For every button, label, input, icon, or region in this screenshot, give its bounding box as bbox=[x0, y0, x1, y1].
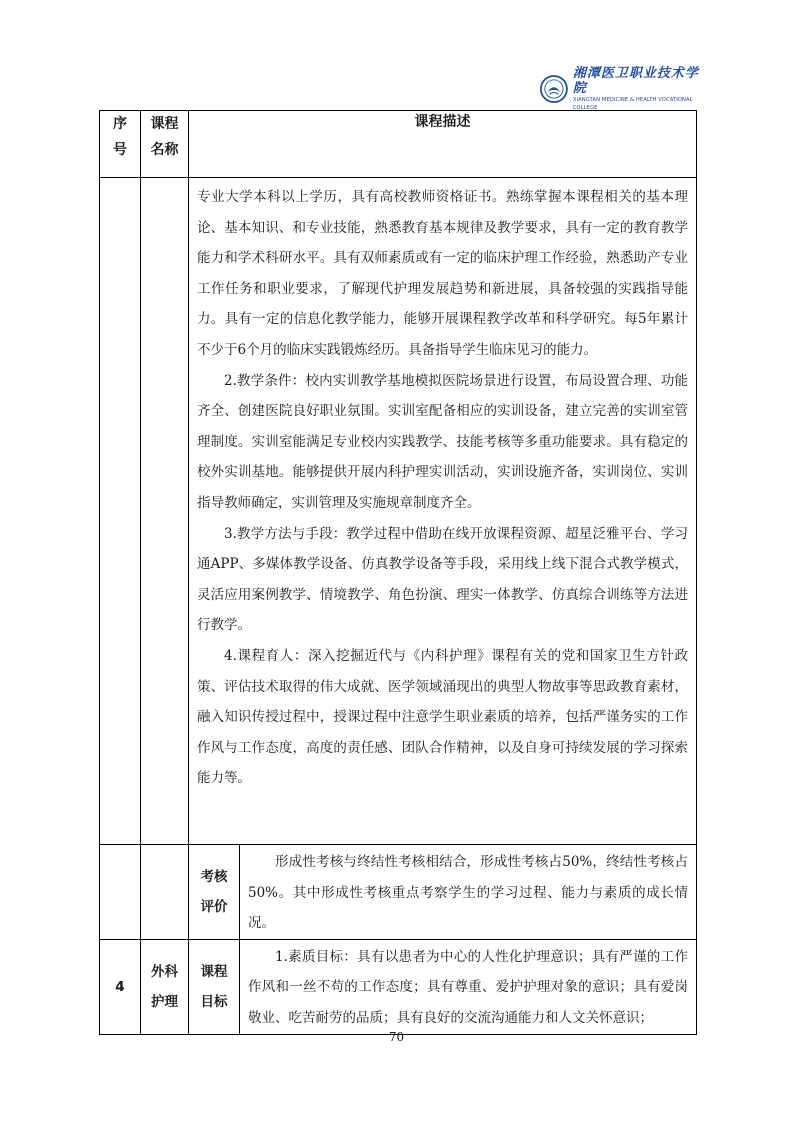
course-4-objective-text: 1.素质目标：具有以患者为中心的人性化护理意识；具有严谨的工作作风和一丝不苟的工作态度；具有尊重、爱护护理对象的意识；具有爱岗敬业、吃苦耐劳的品质；具有良好的交流沟通能力和人文关怀意识； bbox=[248, 948, 688, 1026]
evaluation-label: 考核 评价 bbox=[189, 845, 240, 940]
course-4-name: 外科 护理 bbox=[141, 939, 189, 1034]
header-seq: 序 号 bbox=[100, 111, 141, 178]
table-header-row bbox=[100, 111, 697, 178]
teaching-conditions: 2.教学条件：校内实训教学基地模拟医院场景进行设置，布局设置合理、功能齐全、创建医院良好职业氛围。实训室配备相应的实训设备，建立完善的实训室管理制度。实训室能满足专业校内实践教学、技能考核等多重功能要求。具有稳定的校外实训基地。能够提供开展内科护理实训活动，实训设施齐备，实训岗位、实训指导教师确定，实训管理及实施规章制度齐全。 bbox=[197, 372, 688, 511]
logo-english-name: XIANGTAN MEDICINE & HEALTH VOCATIONAL COLLEGE bbox=[572, 97, 693, 111]
college-logo bbox=[540, 66, 700, 111]
page-number: 70 bbox=[388, 1030, 405, 1044]
header-course-description: 课程描述 bbox=[189, 111, 697, 178]
header-course-name: 课程 名称 bbox=[141, 111, 189, 178]
evaluation-text: 形成性考核与终结性考核相结合，形成性考核占50%，终结性考核占50%。其中形成性考核重点考察学生的学习过程、能力与素质的成长情况。 bbox=[248, 854, 688, 932]
course-4-row bbox=[100, 939, 697, 1034]
logo-chinese-name: 湘潭医卫职业技术学院 bbox=[572, 66, 699, 96]
evaluation-row bbox=[100, 845, 697, 940]
course-education: 4.课程育人：深入挖掘近代与《内科护理》课程有关的党和国家卫生方针政策、评估技术取得的伟大成就、医学领域涌现出的典型人物故事等思政教育素材，融入知识传授过程中，授课过程中注意学生职业素质的培养，包括严谨务实的工作作风与工作态度，高度的责任感、团队合作精神，以及自身可持续发展的学习探索能力等。 bbox=[197, 647, 688, 787]
course-4-objective-label: 课程 目标 bbox=[189, 939, 240, 1034]
course-table bbox=[99, 110, 697, 1035]
teaching-methods: 3.教学方法与手段：教学过程中借助在线开放课程资源、超星泛雅平台、学习通APP、多媒体教学设备、仿真教学设备等手段，采用线上线下混合式教学模式，灵活应用案例教学、情境教学、角色扮演、理实一体教学、仿真综合训练等方法进行教学。 bbox=[197, 525, 688, 634]
college-emblem-icon bbox=[540, 73, 568, 105]
continued-row bbox=[100, 178, 697, 845]
teacher-requirements: 专业大学本科以上学历，具有高校教师资格证书。熟练掌握本课程相关的基本理论、基本知识、和专业技能，熟悉教育基本规律及教学要求，具有一定的教育教学能力和学术科研水平。具有双师素质或有一定的临床护理工作经验，熟悉助产专业工作任务和职业要求，了解现代护理发展趋势和新进展，具备较强的实践指导能力。具有一定的信息化教学能力，能够开展课程教学改革和科学研究。每5年累计不少于6个月的临床实践锻炼经历。具备指导学生临床见习的能力。 bbox=[197, 189, 688, 358]
course-4-seq: 4 bbox=[100, 939, 141, 1034]
